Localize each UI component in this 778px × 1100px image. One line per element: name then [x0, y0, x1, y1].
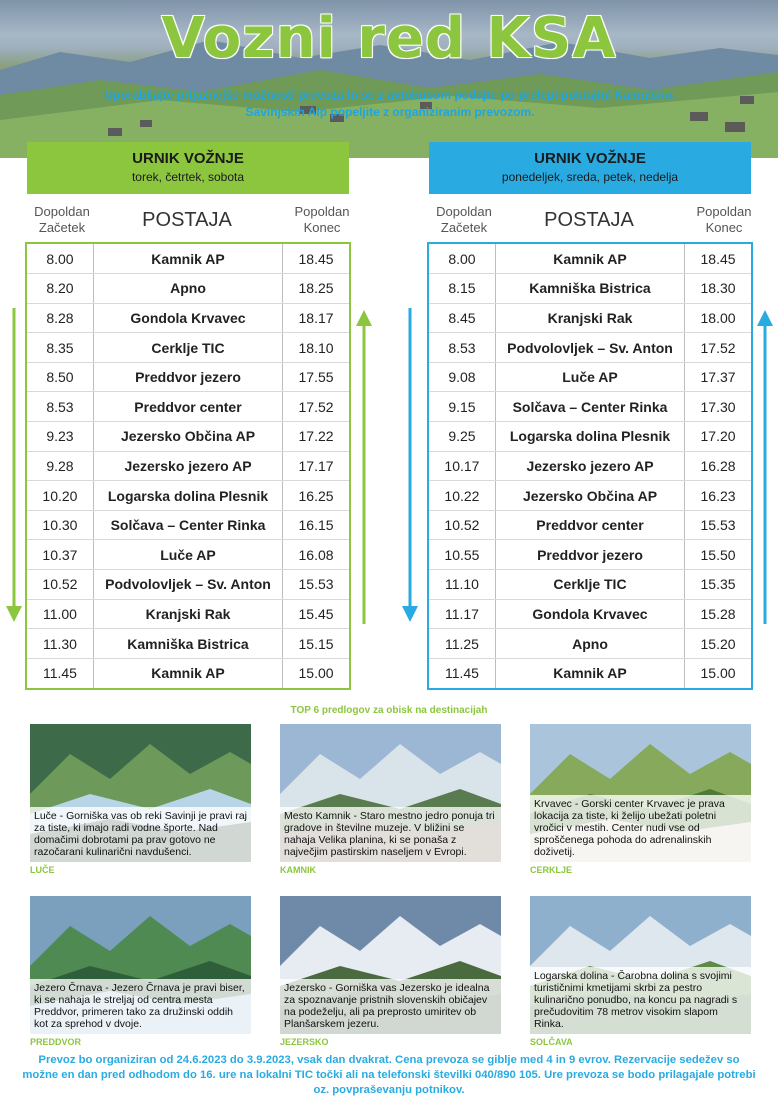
end-time: 18.17 — [283, 303, 349, 333]
col-end-label: Popoldan Konec — [294, 204, 350, 235]
right-schedule-days: ponedeljek, sreda, petek, nedelja — [501, 170, 679, 184]
start-time: 8.20 — [27, 274, 93, 304]
table-row — [429, 570, 751, 600]
start-time: 8.00 — [27, 244, 93, 274]
start-time: 11.45 — [27, 658, 93, 688]
end-time: 18.30 — [685, 274, 751, 304]
station-name: Podvolovljek – Sv. Anton — [93, 570, 282, 600]
station-name: Kamnik AP — [93, 658, 282, 688]
destination-card — [30, 896, 251, 1034]
end-time: 15.50 — [685, 540, 751, 570]
end-time: 17.22 — [283, 422, 349, 452]
start-time: 10.52 — [429, 510, 495, 540]
left-column-headers — [27, 204, 351, 244]
station-name: Kamniška Bistrica — [495, 274, 684, 304]
table-row — [429, 274, 751, 304]
end-time: 15.28 — [685, 599, 751, 629]
end-time: 17.52 — [283, 392, 349, 422]
right-schedule-table — [429, 244, 751, 688]
left-schedule-days: torek, četrtek, sobota — [131, 170, 245, 184]
destination-card — [530, 724, 751, 862]
end-time: 17.52 — [685, 333, 751, 363]
end-time: 16.23 — [685, 481, 751, 511]
col-start-label: Dopoldan Začetek — [34, 204, 90, 235]
start-time: 10.22 — [429, 481, 495, 511]
hero-banner — [0, 0, 778, 158]
end-time: 16.15 — [283, 510, 349, 540]
start-time: 9.15 — [429, 392, 495, 422]
station-name: Kamnik AP — [495, 244, 684, 274]
table-row — [27, 599, 349, 629]
table-row — [429, 629, 751, 659]
table-row — [27, 362, 349, 392]
table-row — [27, 422, 349, 452]
destination-description: Luče - Gorniška vas ob reki Savinji je pravi raj za tiste, ki imajo radi vodne športe. Nad domačimi dobrotami pa prav gotovo ne razočarani kulinarični navdušenci. — [30, 807, 251, 862]
start-time: 8.45 — [429, 303, 495, 333]
start-time: 11.00 — [27, 599, 93, 629]
table-row — [429, 599, 751, 629]
destination-label: CERKLJE — [530, 865, 573, 875]
end-time: 16.28 — [685, 451, 751, 481]
station-name: Podvolovljek – Sv. Anton — [495, 333, 684, 363]
col-end-header — [287, 204, 357, 236]
table-row — [27, 540, 349, 570]
col-end-header — [689, 204, 759, 236]
start-time: 9.28 — [27, 451, 93, 481]
left-schedule-header — [27, 142, 349, 194]
destination-description: Krvavec - Gorski center Krvavec je prava lokacija za tiste, ki želijo ubežati poletni vročici v mestih. Center nudi vse od sproščenega pohoda do adrenalinskih doživetij. — [530, 795, 751, 862]
left-schedule-title: URNIK VOŽNJE — [132, 150, 244, 167]
table-row — [429, 422, 751, 452]
footer-info: Prevoz bo organiziran od 24.6.2023 do 3.9.2023, vsak dan dvakrat. Cena prevoza se giblje med 4 in 9 evrov. Rezervacije sedežev so možne en dan pred odhodom do 16. ure na lokalni TIC točki ali na telefonski številki 040/890 105. Ure prevoza se bodo prilagajale potrebi oz. povpraševanju potnikov. — [22, 1054, 756, 1096]
start-time: 8.50 — [27, 362, 93, 392]
table-row — [429, 244, 751, 274]
arrow-up-icon — [755, 308, 775, 624]
station-name: Logarska dolina Plesnik — [93, 481, 282, 511]
table-row — [27, 570, 349, 600]
destination-label: SOLČAVA — [530, 1037, 573, 1047]
station-name: Preddvor center — [495, 510, 684, 540]
arrow-up-icon — [354, 308, 374, 624]
end-time: 18.25 — [283, 274, 349, 304]
end-time: 18.00 — [685, 303, 751, 333]
destination-card — [530, 896, 751, 1034]
destination-label: PREDDVOR — [30, 1037, 82, 1047]
table-row — [27, 658, 349, 688]
table-row — [27, 333, 349, 363]
station-name: Cerklje TIC — [93, 333, 282, 363]
station-name: Preddvor center — [93, 392, 282, 422]
destination-card — [280, 724, 501, 862]
start-time: 10.37 — [27, 540, 93, 570]
end-time: 15.53 — [685, 510, 751, 540]
station-name: Kamnik AP — [93, 244, 282, 274]
start-time: 10.52 — [27, 570, 93, 600]
destination-description: Logarska dolina - Čarobna dolina s svojimi turističnimi kmetijami skrbi za pestro kulinarično ponudbo, na koncu pa nagradi s prečudovitim 78 metrov visokim slapom Rinka. — [530, 967, 751, 1034]
start-time: 11.10 — [429, 570, 495, 600]
page-title: Vozni red KSA — [161, 6, 617, 71]
end-time: 17.55 — [283, 362, 349, 392]
left-schedule-table — [27, 244, 349, 688]
station-name: Kamnik AP — [495, 658, 684, 688]
end-time: 17.17 — [283, 451, 349, 481]
station-name: Apno — [93, 274, 282, 304]
start-time: 10.30 — [27, 510, 93, 540]
destination-description: Jezersko - Gorniška vas Jezersko je idealna za spoznavanje pristnih slovenskih običajev na podeželju, ali pa preprosto umiritev ob Planšarskem jezeru. — [280, 979, 501, 1034]
table-row — [429, 540, 751, 570]
right-schedule-header — [429, 142, 751, 194]
table-row — [27, 451, 349, 481]
col-start-header — [27, 204, 97, 236]
end-time: 15.00 — [700, 665, 736, 682]
end-time: 15.35 — [685, 570, 751, 600]
station-name: Jezersko jezero AP — [93, 451, 282, 481]
col-start-label: Dopoldan Začetek — [436, 204, 492, 235]
station-name: Jezersko Občina AP — [495, 481, 684, 511]
end-time: 18.10 — [283, 333, 349, 363]
start-time: 8.53 — [27, 392, 93, 422]
start-time: 10.20 — [27, 481, 93, 511]
station-name: Kranjski Rak — [93, 599, 282, 629]
start-time: 10.17 — [429, 451, 495, 481]
station-name: Gondola Krvavec — [93, 303, 282, 333]
end-time: 18.45 — [283, 244, 349, 274]
station-name: Jezersko jezero AP — [495, 451, 684, 481]
destination-label: LUČE — [30, 865, 55, 875]
start-time: 8.15 — [429, 274, 495, 304]
table-row — [27, 510, 349, 540]
station-name: Kranjski Rak — [495, 303, 684, 333]
start-time: 9.08 — [429, 362, 495, 392]
start-time: 9.25 — [429, 422, 495, 452]
destination-card — [30, 724, 251, 862]
start-time: 8.35 — [27, 333, 93, 363]
destination-card — [280, 896, 501, 1034]
table-row — [27, 303, 349, 333]
right-column-headers — [429, 204, 753, 244]
table-row — [27, 392, 349, 422]
top6-title: TOP 6 predlogov za obisk na destinacijah — [290, 705, 488, 716]
end-time: 17.37 — [685, 362, 751, 392]
station-name: Logarska dolina Plesnik — [495, 422, 684, 452]
end-time: 17.30 — [685, 392, 751, 422]
start-time: 9.23 — [27, 422, 93, 452]
destination-description: Jezero Črnava - Jezero Črnava je pravi biser, ki se nahaja le streljaj od centra mesta Preddvor, primeren tako za družinski oddih kot za sprehod v dvoje. — [30, 979, 251, 1034]
table-row — [429, 451, 751, 481]
arrow-down-icon — [4, 308, 24, 624]
table-row — [429, 658, 751, 688]
end-time: 15.45 — [283, 599, 349, 629]
station-name: Kamniška Bistrica — [93, 629, 282, 659]
end-time: 15.00 — [298, 665, 334, 682]
table-row — [429, 303, 751, 333]
start-time: 11.45 — [429, 658, 495, 688]
station-name: Cerklje TIC — [495, 570, 684, 600]
station-name: Preddvor jezero — [495, 540, 684, 570]
end-time: 15.15 — [283, 629, 349, 659]
station-name: Solčava – Center Rinka — [93, 510, 282, 540]
station-name: Luče AP — [93, 540, 282, 570]
arrow-down-icon — [400, 308, 420, 624]
start-time: 11.25 — [429, 629, 495, 659]
station-name: Jezersko Občina AP — [93, 422, 282, 452]
table-row — [429, 362, 751, 392]
col-start-header — [429, 204, 499, 236]
start-time: 8.53 — [429, 333, 495, 363]
destination-label: KAMNIK — [280, 865, 316, 875]
end-time: 16.08 — [283, 540, 349, 570]
start-time: 8.28 — [27, 303, 93, 333]
table-row — [429, 392, 751, 422]
end-time: 17.20 — [685, 422, 751, 452]
start-time: 11.30 — [27, 629, 93, 659]
station-name: Luče AP — [495, 362, 684, 392]
col-station-header: POSTAJA — [544, 209, 634, 231]
table-row — [429, 481, 751, 511]
table-row — [27, 629, 349, 659]
start-time: 8.00 — [429, 244, 495, 274]
table-row — [27, 244, 349, 274]
table-row — [429, 333, 751, 363]
table-row — [27, 481, 349, 511]
col-end-label: Popoldan Konec — [696, 204, 752, 235]
start-time: 11.17 — [429, 599, 495, 629]
right-schedule-title: URNIK VOŽNJE — [534, 150, 646, 167]
station-name: Apno — [495, 629, 684, 659]
start-time: 10.55 — [429, 540, 495, 570]
end-time: 16.25 — [283, 481, 349, 511]
page-subtitle: Uporabljajte prijaznejše možnosti prevoza in se z avtobusom podajte po prelepi pokrajini Kamniško-Savinjskih Alp popeljite z organiziranim prevozom. — [104, 88, 676, 119]
end-time: 18.45 — [685, 244, 751, 274]
destination-description: Mesto Kamnik - Staro mestno jedro ponuja tri gradove in številne muzeje. V bližini se nahaja Velika planina, ki se ponaša z največjim pastirskim naseljem v Evropi. — [280, 807, 501, 862]
table-row — [429, 510, 751, 540]
station-name: Preddvor jezero — [93, 362, 282, 392]
destination-label: JEZERSKO — [280, 1037, 329, 1047]
station-name: Gondola Krvavec — [495, 599, 684, 629]
end-time: 15.53 — [283, 570, 349, 600]
end-time: 15.20 — [685, 629, 751, 659]
table-row — [27, 274, 349, 304]
col-station-header: POSTAJA — [142, 209, 232, 231]
station-name: Solčava – Center Rinka — [495, 392, 684, 422]
